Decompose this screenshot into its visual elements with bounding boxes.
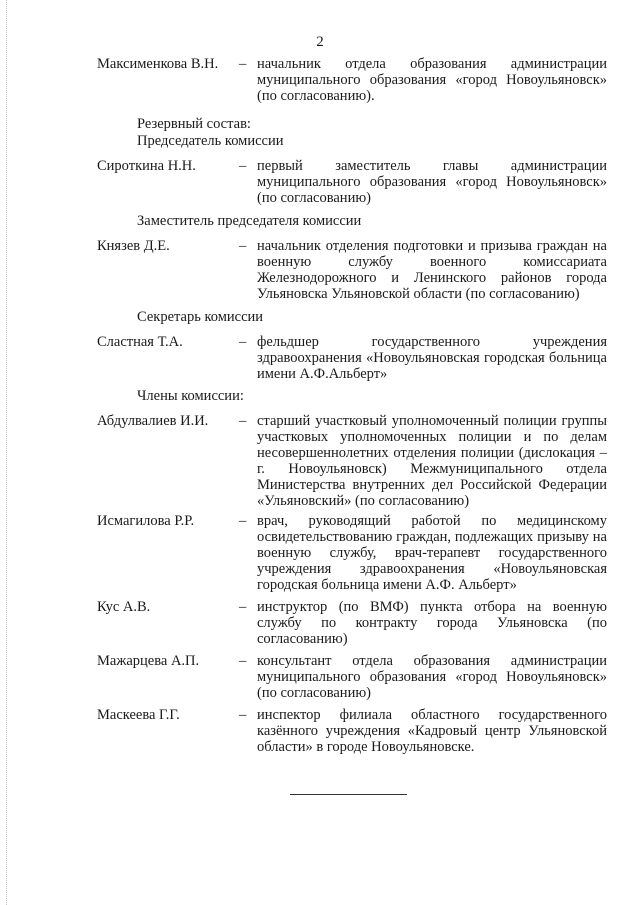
entry-description: консультант отдела образования администрации муниципального образования «город Новоульяновск» (по согласованию) [257,653,607,701]
scan-margin-line [6,0,8,905]
entry-dash: – [239,707,247,723]
entry-dash: – [239,653,247,669]
entry-description: инспектор филиала областного государственного казённого учреждения «Кадровый центр Ульяновской области» в городе Новоульяновске. [257,707,607,755]
closing-rule [290,794,407,795]
entry-deputy [97,238,617,302]
entry-member [97,513,617,593]
entry-description: врач, руководящий работой по медицинскому освидетельствованию граждан, подлежащих призыву на военную службу, врач-терапевт государственного учреждения здравоохранения «Новоульяновская городская больница имени А.Ф. Альберт» [257,513,607,593]
entry-secretary [97,334,617,382]
entry-member [97,413,617,509]
entry-member [97,599,617,647]
reserve-title: Резервный состав: [137,116,251,132]
entry-description: первый заместитель главы администрации муниципального образования «город Новоульяновск» (по согласованию) [257,158,607,206]
entry-maksimenkova [97,56,617,104]
entry-name: Максименкова В.Н. [97,56,219,72]
entry-name: Мажарцева А.П. [97,653,200,669]
entry-dash: – [239,599,247,615]
entry-description: старший участковый уполномоченный полиции группы участковых уполномоченных полиции и по делам несовершеннолетних отделения полиции (дислокация – г. Новоульяновск) Межмуниципального отдела Министерства внутренних дел Российской Федерации «Ульяновский» (по согласованию) [257,413,607,509]
entry-description: начальник отдела образования администрации муниципального образования «город Новоульяновск» (по согласованию). [257,56,607,104]
entry-name: Маскеева Г.Г. [97,707,180,723]
entry-chair [97,158,617,206]
entry-name: Исмагилова Р.Р. [97,513,195,529]
entry-dash: – [239,158,247,174]
deputy-heading: Заместитель председателя комиссии [137,213,362,229]
entry-member [97,653,617,701]
entry-member [97,707,617,755]
secretary-heading: Секретарь комиссии [137,309,264,325]
entry-dash: – [239,238,247,254]
page-number: 2 [316,34,324,50]
entry-name: Кус А.В. [97,599,151,615]
entry-dash: – [239,334,247,350]
members-heading: Члены комиссии: [137,388,244,404]
entry-description: начальник отделения подготовки и призыва граждан на военную службу военного комиссариата Железнодорожного и Ленинского районов города Ульяновска Ульяновской области (по согласованию) [257,238,607,302]
entry-name: Абдулвалиев И.И. [97,413,209,429]
entry-dash: – [239,413,247,429]
entry-name: Князев Д.Е. [97,238,170,254]
entry-description: инструктор (по ВМФ) пункта отбора на военную службу по контракту города Ульяновска (по согласованию) [257,599,607,647]
entry-description: фельдшер государственного учреждения здравоохранения «Новоульяновская городская больница имени А.Ф.Альберт» [257,334,607,382]
entry-name: Сироткина Н.Н. [97,158,196,174]
entry-dash: – [239,56,247,72]
chair-heading: Председатель комиссии [137,133,284,149]
entry-dash: – [239,513,247,529]
entry-name: Сластная Т.А. [97,334,183,350]
